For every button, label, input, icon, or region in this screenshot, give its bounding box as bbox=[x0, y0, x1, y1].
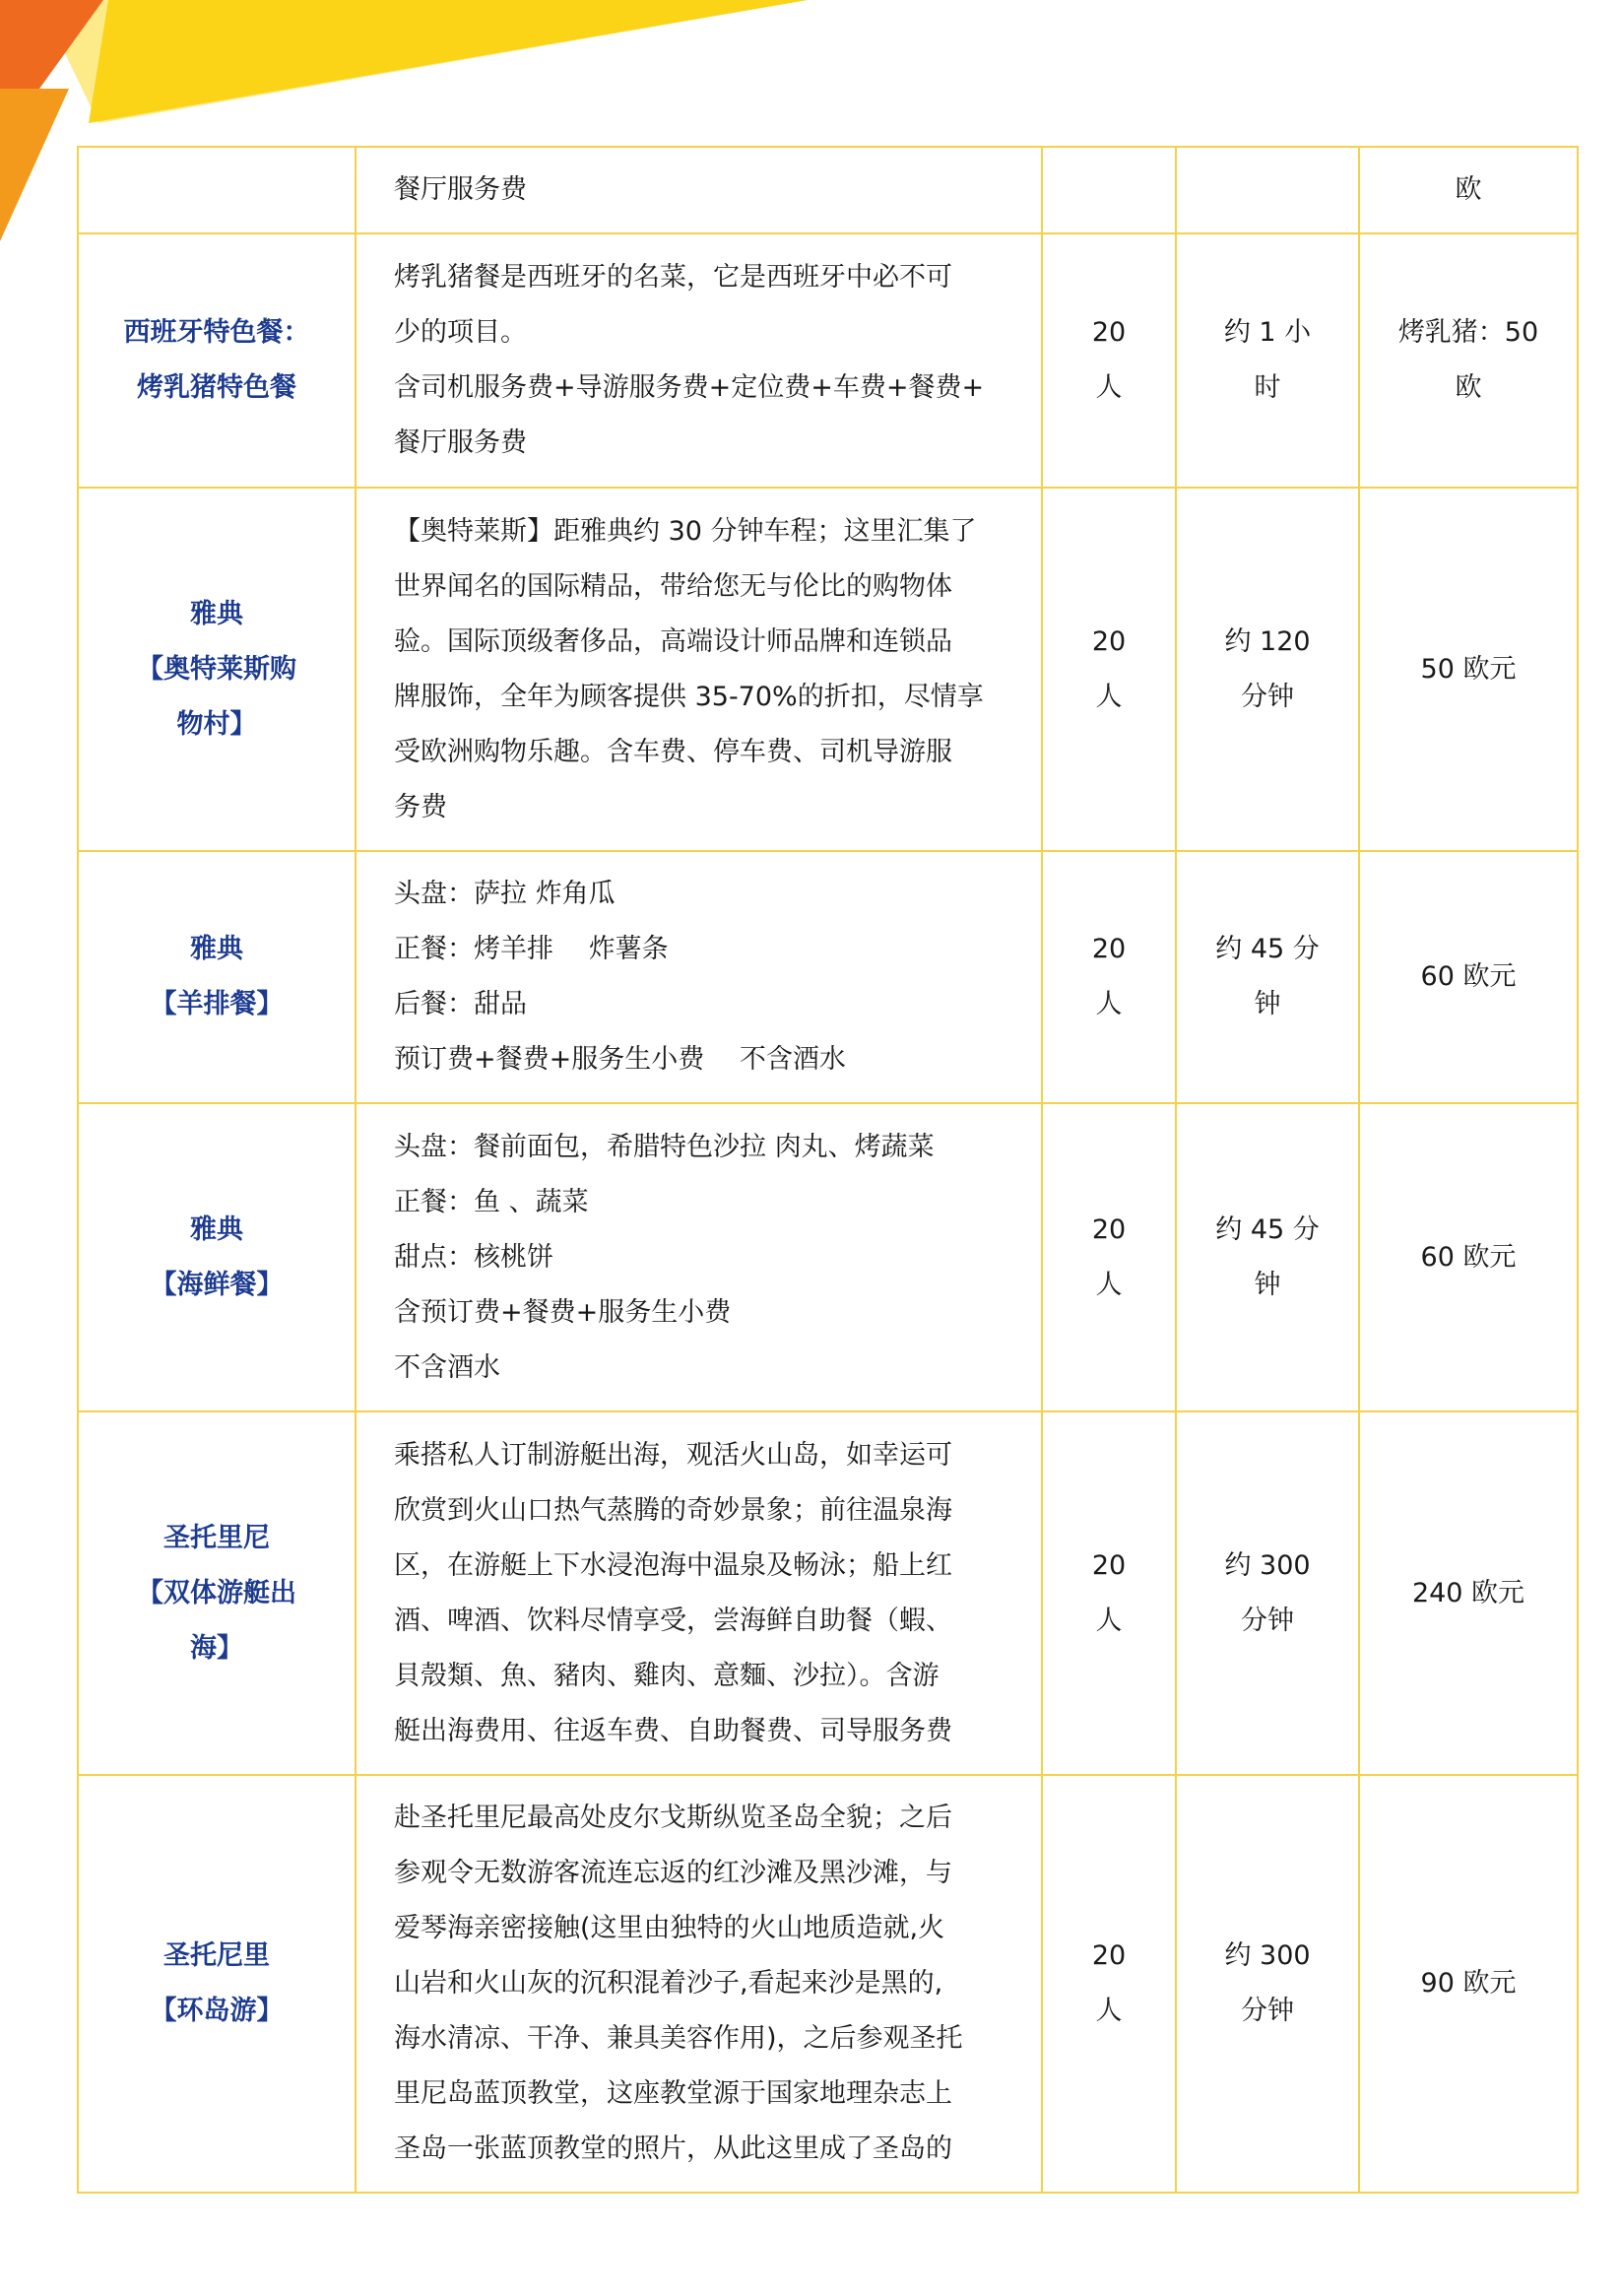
description-line: 牌服饰，全年为顾客提供 35-70%的折扣，尽情享 bbox=[394, 681, 984, 712]
duration-line: 约 300 bbox=[1224, 1940, 1311, 1971]
people-cell bbox=[1042, 488, 1176, 851]
price-line: 烤乳猪：50 bbox=[1397, 317, 1539, 348]
activity-name-line: 海】 bbox=[190, 1632, 243, 1664]
duration-line: 约 45 分 bbox=[1215, 1214, 1320, 1245]
price-cell bbox=[1359, 1103, 1578, 1411]
activity-name-line: 【奥特莱斯购 bbox=[137, 653, 296, 685]
people-cell bbox=[1042, 1103, 1176, 1411]
description-line: 烤乳猪餐是西班牙的名菜，它是西班牙中必不可 bbox=[394, 262, 952, 293]
activity-name-cell bbox=[78, 851, 356, 1103]
duration-cell bbox=[1176, 488, 1359, 851]
description-line: 爱琴海亲密接触(这里由独特的火山地质造就,火 bbox=[394, 1913, 945, 1943]
yellow-wedge bbox=[89, 0, 808, 123]
description-cell bbox=[356, 1103, 1042, 1411]
people-line: 人 bbox=[1095, 1605, 1123, 1636]
description-line: 赴圣托里尼最高处皮尔戈斯纵览圣岛全貌；之后 bbox=[394, 1803, 952, 1833]
duration-line: 分钟 bbox=[1241, 1996, 1294, 2026]
description-line: 里尼岛蓝顶教堂，这座教堂源于国家地理杂志上 bbox=[394, 2078, 952, 2109]
description-line: 欣赏到火山口热气蒸腾的奇妙景象；前往温泉海 bbox=[394, 1494, 952, 1526]
description-line: 头盘：餐前面包，希腊特色沙拉 肉丸、烤蔬菜 bbox=[394, 1131, 935, 1162]
activity-name-line: 圣托里尼 bbox=[163, 1522, 270, 1553]
activity-name-line: 雅典 bbox=[190, 934, 243, 964]
price-cell bbox=[1359, 147, 1578, 233]
activity-name-line: 西班牙特色餐： bbox=[123, 317, 310, 348]
people-line: 人 bbox=[1095, 1269, 1123, 1300]
description-line: 受欧洲购物乐趣。含车费、停车费、司机导游服 bbox=[394, 736, 952, 767]
activity-name-cell bbox=[78, 1103, 356, 1411]
description-line: 世界闻名的国际精品，带给您无与伦比的购物体 bbox=[394, 570, 952, 602]
people-line: 人 bbox=[1095, 681, 1123, 712]
activity-name-line: 烤乳猪特色餐 bbox=[137, 372, 296, 403]
description-line: 正餐：鱼 、蔬菜 bbox=[394, 1186, 589, 1217]
duration-line: 约 120 bbox=[1224, 625, 1311, 657]
duration-cell bbox=[1176, 147, 1359, 233]
table-row bbox=[78, 1103, 1578, 1411]
description-line: 少的项目。 bbox=[394, 317, 527, 348]
activity-name-line: 物村】 bbox=[176, 708, 257, 740]
activity-name-cell bbox=[78, 488, 356, 851]
people-line: 人 bbox=[1095, 372, 1123, 403]
activity-name-cell bbox=[78, 147, 356, 233]
description-line: 预订费+餐费+服务生小费 不含酒水 bbox=[394, 1044, 846, 1075]
description-line: 不含酒水 bbox=[394, 1351, 500, 1383]
duration-line: 钟 bbox=[1254, 1269, 1281, 1300]
duration-cell bbox=[1176, 1103, 1359, 1411]
table-row bbox=[78, 851, 1578, 1103]
people-line: 20 bbox=[1091, 1940, 1127, 1971]
orange-lower-wedge bbox=[0, 89, 69, 241]
description-line: 海水清凉、干净、兼具美容作用)，之后参观圣托 bbox=[394, 2023, 963, 2054]
description-line: 餐厅服务费 bbox=[394, 427, 527, 458]
activity-name-line: 【双体游艇出 bbox=[137, 1577, 296, 1608]
description-line: 貝殼類、魚、豬肉、雞肉、意麵、沙拉）。含游 bbox=[394, 1660, 940, 1691]
table-row bbox=[78, 147, 1578, 233]
price-line: 60 欧元 bbox=[1420, 1241, 1517, 1273]
duration-line: 分钟 bbox=[1241, 681, 1294, 712]
duration-line: 分钟 bbox=[1241, 1605, 1294, 1636]
activity-name-cell bbox=[78, 1411, 356, 1775]
price-line: 60 欧元 bbox=[1420, 961, 1517, 992]
price-line: 50 欧元 bbox=[1420, 653, 1517, 685]
activity-name-line: 【羊排餐】 bbox=[150, 989, 284, 1019]
people-line: 人 bbox=[1095, 989, 1123, 1019]
people-line: 20 bbox=[1091, 934, 1127, 964]
description-line: 含预订费+餐费+服务生小费 bbox=[394, 1296, 732, 1328]
price-cell bbox=[1359, 1775, 1578, 2193]
price-line: 90 欧元 bbox=[1420, 1968, 1517, 1999]
activity-name-line: 雅典 bbox=[190, 1214, 243, 1245]
activity-name-cell bbox=[78, 233, 356, 488]
description-line: 验。国际顶级奢侈品，高端设计师品牌和连锁品 bbox=[394, 625, 952, 657]
description-line: 酒、啤酒、饮料尽情享受，尝海鲜自助餐（蝦、 bbox=[394, 1605, 952, 1636]
people-line: 20 bbox=[1091, 317, 1127, 348]
duration-line: 钟 bbox=[1254, 989, 1281, 1019]
table-row bbox=[78, 488, 1578, 851]
description-cell bbox=[356, 1411, 1042, 1775]
people-line: 人 bbox=[1095, 1996, 1123, 2026]
description-cell bbox=[356, 851, 1042, 1103]
activity-price-table bbox=[77, 146, 1579, 2194]
description-line: 务费 bbox=[394, 791, 447, 822]
activity-name-line: 圣托尼里 bbox=[163, 1940, 270, 1971]
table-row bbox=[78, 1411, 1578, 1775]
duration-cell bbox=[1176, 851, 1359, 1103]
duration-line: 时 bbox=[1254, 372, 1281, 403]
description-cell bbox=[356, 1775, 1042, 2193]
activity-name-line: 雅典 bbox=[190, 598, 243, 629]
description-line: 参观令无数游客流连忘返的红沙滩及黑沙滩，与 bbox=[394, 1858, 952, 1888]
description-line: 含司机服务费+导游服务费+定位费+车费+餐费+ bbox=[394, 372, 985, 403]
table-row bbox=[78, 233, 1578, 488]
duration-line: 约 45 分 bbox=[1215, 934, 1320, 964]
description-line: 乘搭私人订制游艇出海，观活火山岛，如幸运可 bbox=[394, 1439, 952, 1471]
duration-line: 约 1 小 bbox=[1223, 317, 1312, 348]
description-line: 头盘：萨拉 炸角瓜 bbox=[394, 879, 616, 909]
price-line: 欧 bbox=[1455, 372, 1482, 403]
description-line: 山岩和火山灰的沉积混着沙子,看起来沙是黑的, bbox=[394, 1968, 943, 1999]
price-line: 240 欧元 bbox=[1411, 1577, 1525, 1608]
description-line: 区，在游艇上下水浸泡海中温泉及畅泳；船上红 bbox=[394, 1549, 952, 1581]
description-line: 【奥特莱斯】距雅典约 30 分钟车程；这里汇集了 bbox=[394, 515, 977, 547]
activity-name-cell bbox=[78, 1775, 356, 2193]
description-line: 艇出海费用、往返车费、自助餐费、司导服务费 bbox=[394, 1715, 952, 1746]
activity-name-line: 【海鲜餐】 bbox=[150, 1269, 284, 1300]
people-line: 20 bbox=[1091, 1214, 1127, 1245]
people-cell bbox=[1042, 1411, 1176, 1775]
description-line: 甜点：核桃饼 bbox=[394, 1241, 553, 1273]
duration-cell bbox=[1176, 1411, 1359, 1775]
people-cell bbox=[1042, 233, 1176, 488]
description-cell bbox=[356, 233, 1042, 488]
duration-cell bbox=[1176, 1775, 1359, 2193]
duration-line: 约 300 bbox=[1224, 1549, 1311, 1581]
price-cell bbox=[1359, 1411, 1578, 1775]
people-cell bbox=[1042, 851, 1176, 1103]
description-line: 后餐：甜品 bbox=[394, 989, 527, 1019]
duration-cell bbox=[1176, 233, 1359, 488]
description-cell bbox=[356, 488, 1042, 851]
description-line: 圣岛一张蓝顶教堂的照片，从此这里成了圣岛的 bbox=[394, 2133, 952, 2164]
price-line: 欧 bbox=[1455, 174, 1482, 205]
activity-name-line: 【环岛游】 bbox=[150, 1996, 284, 2026]
people-cell bbox=[1042, 1775, 1176, 2193]
people-line: 20 bbox=[1091, 625, 1127, 657]
description-line: 正餐：烤羊排 炸薯条 bbox=[394, 934, 669, 964]
description-line: 餐厅服务费 bbox=[394, 174, 527, 205]
description-cell bbox=[356, 147, 1042, 233]
people-cell bbox=[1042, 147, 1176, 233]
people-line: 20 bbox=[1091, 1549, 1127, 1581]
table-row bbox=[78, 1775, 1578, 2193]
price-cell bbox=[1359, 233, 1578, 488]
price-cell bbox=[1359, 851, 1578, 1103]
price-cell bbox=[1359, 488, 1578, 851]
